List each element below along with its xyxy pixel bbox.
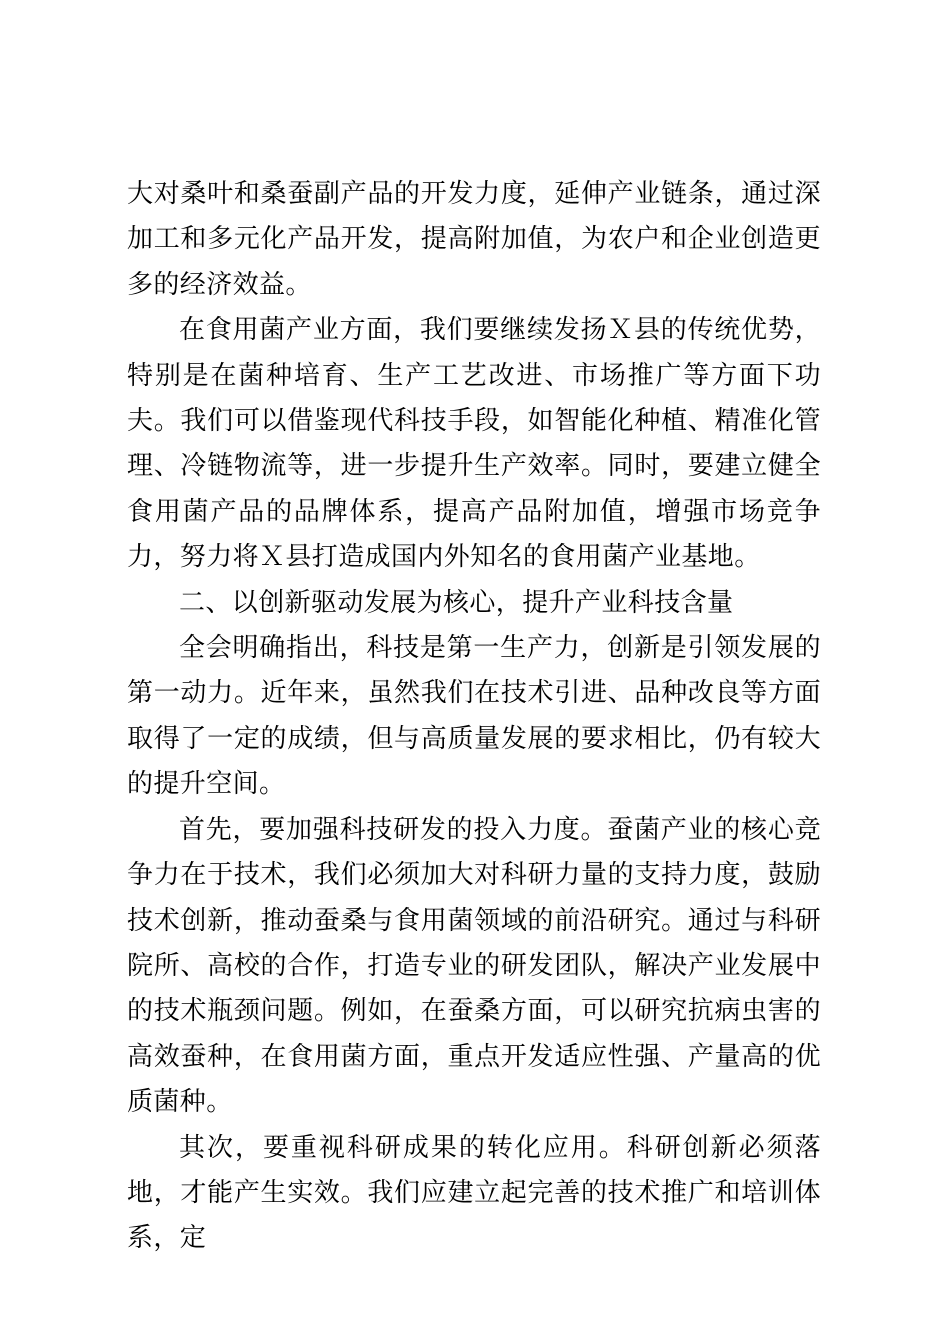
document-body <box>127 172 821 1262</box>
paragraph-rd-investment: 首先，要加强科技研发的投入力度。蚕菌产业的核心竞争力在于技术，我们必须加大对科研力量的支持力度，鼓励技术创新，推动蚕桑与食用菌领域的前沿研究。通过与科研院所、高校的合作，打造专业的研发团队，解决产业发展中的技术瓶颈问题。例如，在蚕桑方面，可以研究抗病虫害的高效蚕种，在食用菌方面，重点开发适应性强、产量高的优质菌种。 <box>127 814 821 1118</box>
paragraph-continuation: 大对桑叶和桑蚕副产品的开发力度，延伸产业链条，通过深加工和多元化产品开发，提高附加值，为农户和企业创造更多的经济效益。 <box>127 179 821 300</box>
paragraph-research-application: 其次，要重视科研成果的转化应用。科研创新必须落地，才能产生实效。我们应建立起完善的技术推广和培训体系，定 <box>127 1132 821 1254</box>
paragraph-innovation: 全会明确指出，科技是第一生产力，创新是引领发展的第一动力。近年来，虽然我们在技术引进、品种改良等方面取得了一定的成绩，但与高质量发展的要求相比，仍有较大的提升空间。 <box>127 633 821 800</box>
section-heading: 二、以创新驱动发展为核心，提升产业科技含量 <box>179 587 734 618</box>
paragraph-edible-fungus: 在食用菌产业方面，我们要继续发扬Ｘ县的传统优势，特别是在菌种培育、生产工艺改进、市场推广等方面下功夫。我们可以借鉴现代科技手段，如智能化种植、精准化管理、冷链物流等，进一步提升生产效率。同时，要建立健全食用菌产品的品牌体系，提高产品附加值，增强市场竞争力，努力将Ｘ县打造成国内外知名的食用菌产业基地。 <box>127 315 821 573</box>
